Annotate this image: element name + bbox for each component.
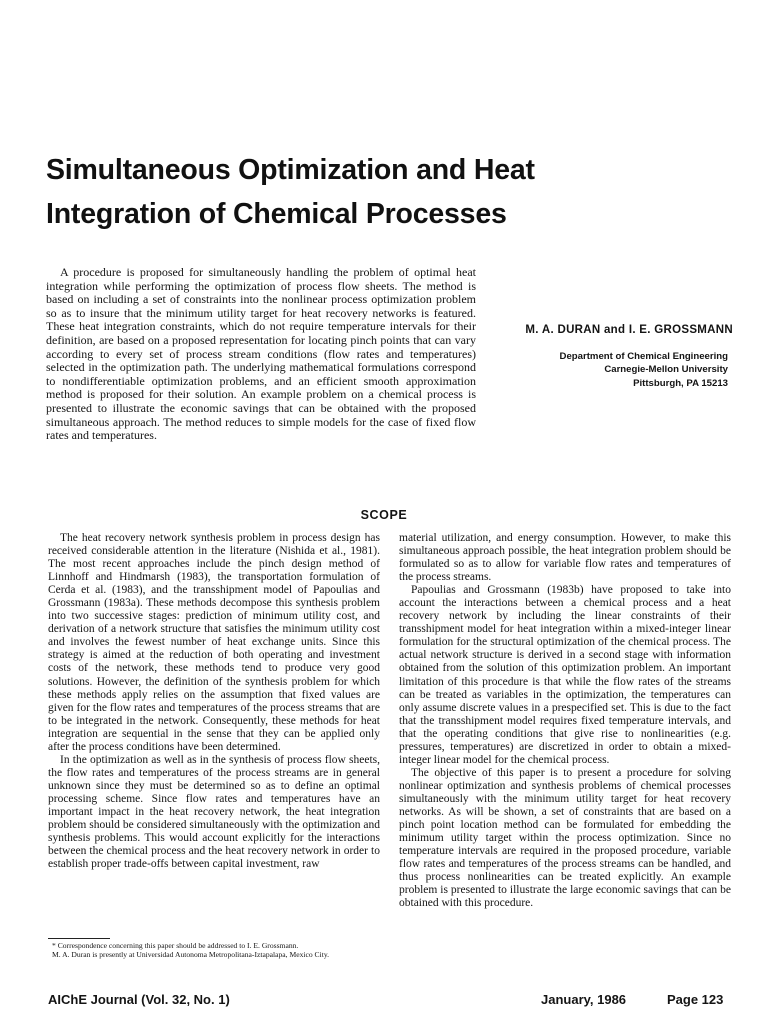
footer-date: January, 1986 [541, 992, 627, 1007]
affiliation-city: Pittsburgh, PA 15213 [633, 377, 728, 389]
footnote-rule [48, 938, 110, 939]
article-title [46, 148, 646, 236]
authors: M. A. DURAN and I. E. GROSSMANN [525, 324, 733, 336]
footnote-affiliation: M. A. Duran is presently at Universidad Autonoma Metropolitana-Iztapalapa, Mexico City. [52, 950, 330, 960]
body-paragraph: The heat recovery network synthesis problem in process design has received considerable attention in the literature (Nishida et al., 1981). The most recent approaches include the pinch design method of Linnhoff and Hindmarsh (1983), the transportation formulation of Cerda et al. (1983), and the transshipment model of Papoulias and Grossmann (1983a). These methods decompose this synthesis problem into two successive stages: prediction of minimum utility cost, and derivation of a network structure that satisfies the minimum utility cost and involves the fewest number of heat exchange units. Since this strategy is aimed at the reduction of both operating and investment costs of the network, these methods tend to produce very good solutions. However, the definition of the synthesis problem for which these methods apply relies on the assumption that fixed values are given for the flow rates and temperatures of the process streams that are to be integrated in the network. Consequently, these methods for heat integration are sequential in the sense that they can be applied only after the process conditions have been determined. [48, 532, 380, 753]
body-column-left [48, 532, 380, 871]
body-paragraph: Papoulias and Grossmann (1983b) have proposed to take into account the interactions between a chemical process and a heat recovery network by including the linear constraints of their transshipment model for heat integration within a mixed-integer linear formulation for the structural optimization of the chemical process. The actual network structure is derived in a second stage with information obtained from the solution of this optimization problem. An important limitation of this procedure is that while the flow rates of the streams can be treated as variables in the optimization, the temperatures can only assume discrete values in a prespecified set. This is due to the fact that the transshipment model requires fixed temperature intervals, and that the operating conditions that give rise to nonlinearities (e.g. pressures, temperatures) are discretized in order to obtain a mixed-integer linear model for the chemical process. [399, 584, 731, 766]
affiliation-department: Department of Chemical Engineering [559, 351, 728, 362]
abstract: A procedure is proposed for simultaneously handling the problem of optimal heat integration while performing the optimization of process flow sheets. The method is based on including a set of constraints into the nonlinear process optimization problem so as to insure that the minimum utility target for heat recovery networks is featured. These heat integration constraints, which do not require temperature intervals for their definition, are based on a proposed representation for locating pinch points that can vary according to every set of process stream conditions (flow rates and temperatures) selected in the optimization path. The underlying mathematical formulations correspond to nondifferentiable optimization problems, and an efficient smooth approximation method is proposed for their solution. An example problem on a chemical process is presented to illustrate the economic savings that can be obtained with the proposed simultaneous approach. The method reduces to simple models for the case of fixed flow rates and temperatures. [46, 265, 476, 443]
body-paragraph: The objective of this paper is to present a procedure for solving nonlinear optimization and synthesis problems of chemical processes simultaneously with the minimum utility target for heat recovery networks. As will be shown, a set of constraints that are based on a pinch point location method can be formulated for embedding the minimum utility target within the process optimization. Since no temperature intervals are required in the proposed procedure, variable flow rates and temperatures of the process streams can be handled, and thus process nonlinearities can be treated explicitly. An example problem is presented to illustrate the large economic savings that can be obtained with this procedure. [399, 766, 731, 910]
body-column-right [399, 532, 731, 910]
section-heading-scope: SCOPE [360, 508, 408, 522]
title-line-1: Simultaneous Optimization and Heat [46, 154, 535, 186]
body-paragraph: In the optimization as well as in the synthesis of process flow sheets, the flow rates and temperatures of the process streams are in general unknown since they must be determined so as to define an optimal processing scheme. Since flow rates and temperatures have an important impact in the heat recovery network, the heat integration problem should be considered simultaneously with the optimization and synthesis problems. This would account explicitly for the interactions between the chemical process and the heat recovery network in order to establish proper trade-offs between capital investment, raw [48, 753, 380, 871]
footer-journal: AIChE Journal (Vol. 32, No. 1) [48, 992, 230, 1007]
body-paragraph-continued: material utilization, and energy consumption. However, to make this simultaneous approach possible, the heat integration problem should be formulated so as to allow for variable flow rates and temperatures of the process streams. [399, 532, 731, 584]
footnote-correspondence: * Correspondence concerning this paper should be addressed to I. E. Grossmann. [52, 941, 299, 950]
affiliation-university: Carnegie-Mellon University [604, 364, 728, 376]
footer-page-number: Page 123 [667, 992, 724, 1007]
title-line-2: Integration of Chemical Processes [46, 198, 507, 230]
affiliation [486, 350, 728, 390]
footnotes [48, 941, 380, 960]
